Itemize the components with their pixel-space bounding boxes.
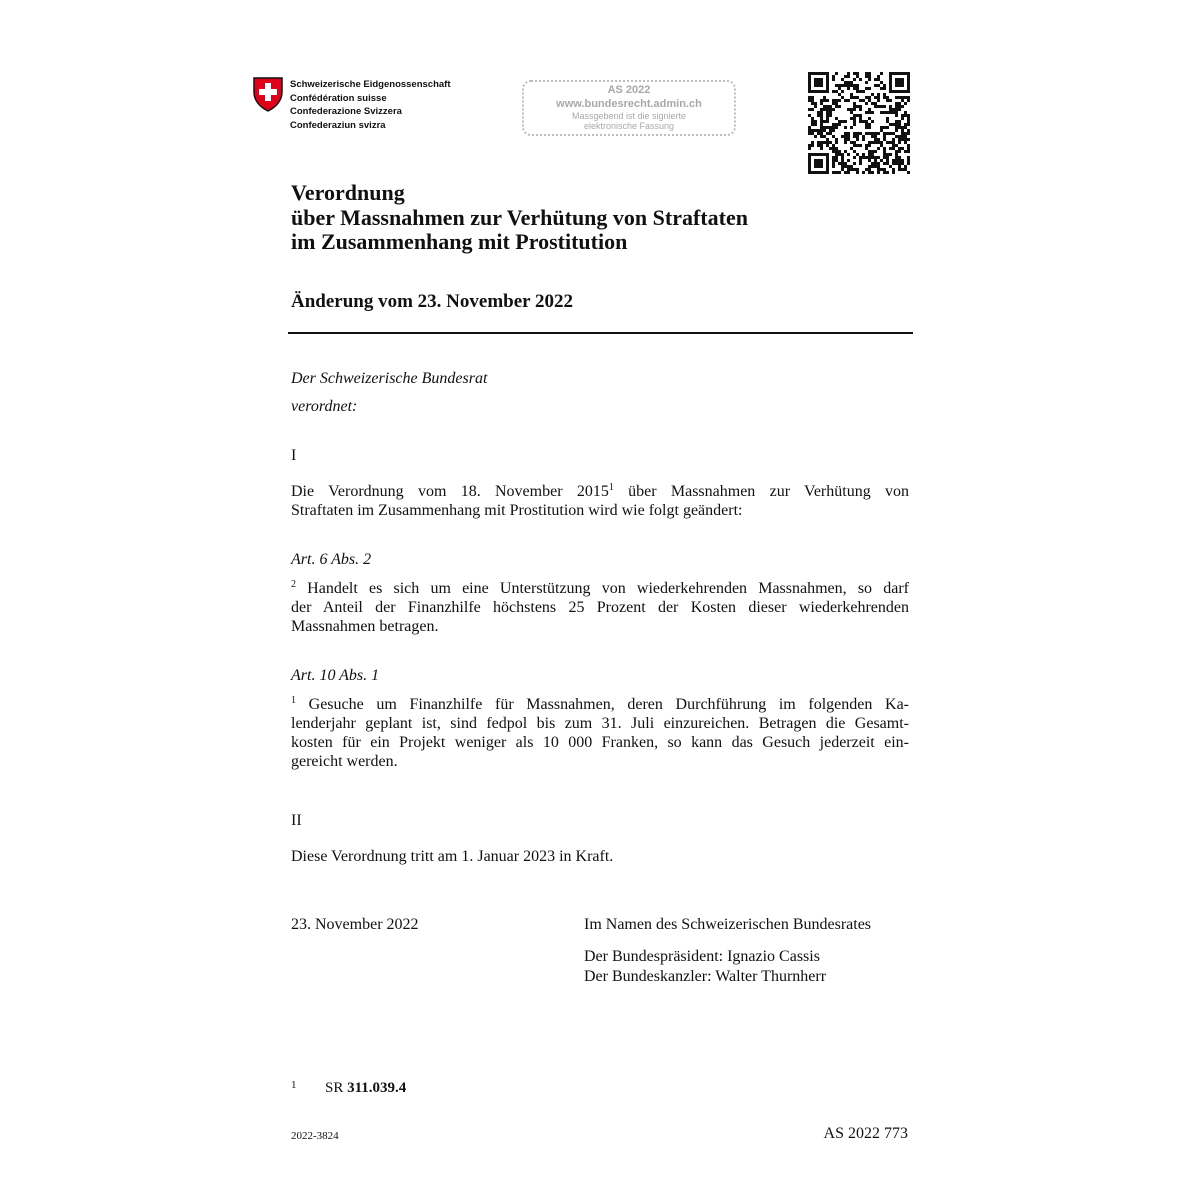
art10-line-3: kosten für ein Projekt weniger als 10 000 Franken, so kann das Gesuch jederzeit ein- [291,734,909,751]
art6-line-2: der Anteil der Finanzhilfe höchstens 25 Prozent der Kosten dieser wiederkehrenden [291,599,909,616]
official-collection-reference: AS 2022 773 [823,1125,908,1142]
confederation-line-de: Schweizerische Eidgenossenschaft [290,79,451,90]
intro-text-a: Die Verordnung vom 18. November 2015 [291,483,609,500]
art6-paragraph [291,579,909,636]
footnote-sr-number: 311.039.4 [347,1080,407,1096]
confederation-names [290,78,451,132]
footnote [291,1079,406,1097]
signatories [584,947,826,987]
title-line-3: im Zusammenhang mit Prostitution [291,229,628,254]
art10-paragraph [291,695,909,771]
section-numeral-2: II [291,812,302,829]
document-title [291,181,748,255]
art10-line-4: gereicht werden. [291,753,398,770]
preamble-line-2: verordnet: [291,398,358,415]
footnote-ref: 1 [608,482,614,493]
official-publication-stamp [522,80,736,136]
preamble [291,365,487,421]
stamp-line-4: elektronische Fassung [583,121,675,131]
stamp-line-2: www.bundesrecht.admin.ch [556,98,702,110]
signature-date: 23. November 2022 [291,916,419,933]
intro-line-1 [291,482,909,501]
art6-heading: Art. 6 Abs. 2 [291,551,372,568]
art10-heading: Art. 10 Abs. 1 [291,667,380,684]
qr-code-icon [808,72,910,174]
title-line-2: über Massnahmen zur Verhütung von Straftaten [291,204,748,230]
intro-line-2: Straftaten im Zusammenhang mit Prostitution wird wie folgt geändert: [291,502,743,519]
entry-into-force-text: Diese Verordnung tritt am 1. Januar 2023 in Kraft. [291,848,614,865]
signature-on-behalf: Im Namen des Schweizerischen Bundesrates [584,916,872,933]
footnote-number: 1 [291,1079,297,1091]
art6-para-number: 2 [291,579,296,590]
stamp-line-3: Massgebend ist die signierte [571,111,687,121]
amendment-intro [291,482,909,520]
document-number: 2022-3824 [291,1130,339,1142]
preamble-line-1: Der Schweizerische Bundesrat [291,370,488,387]
art6-line-1-text: Handelt es sich um eine Unterstützung von wiederkehrenden Massnahmen, so darf [296,580,909,597]
art10-line-1 [291,695,909,714]
footnote-prefix: SR [325,1080,348,1096]
intro-text-b: über Massnahmen zur Verhütung von [613,483,910,500]
confederation-line-rm: Confederaziun svizra [290,119,386,131]
amendment-date-heading: Änderung vom 23. November 2022 [291,291,574,312]
swiss-cross-icon [252,76,284,112]
art10-line-1-text: Gesuche um Finanzhilfe für Massnahmen, deren Durchführung im folgenden Ka- [296,696,909,713]
title-divider [288,332,913,334]
stamp-line-1: AS 2022 [607,84,651,96]
art6-line-1 [291,579,909,598]
art6-line-3: Massnahmen betragen. [291,618,439,635]
art10-para-number: 1 [291,695,296,706]
confederation-line-fr: Confédération suisse [290,92,387,104]
signatory-chancellor: Der Bundeskanzler: Walter Thurnherr [584,968,827,985]
art10-line-2: lenderjahr geplant ist, sind fedpol bis zum 31. Juli einzureichen. Betragen die Gesamt- [291,715,909,732]
section-numeral-1: I [291,447,297,464]
title-line-1: Verordnung [291,180,405,205]
signatory-president: Der Bundespräsident: Ignazio Cassis [584,948,820,965]
confederation-line-it: Confederazione Svizzera [290,106,402,117]
